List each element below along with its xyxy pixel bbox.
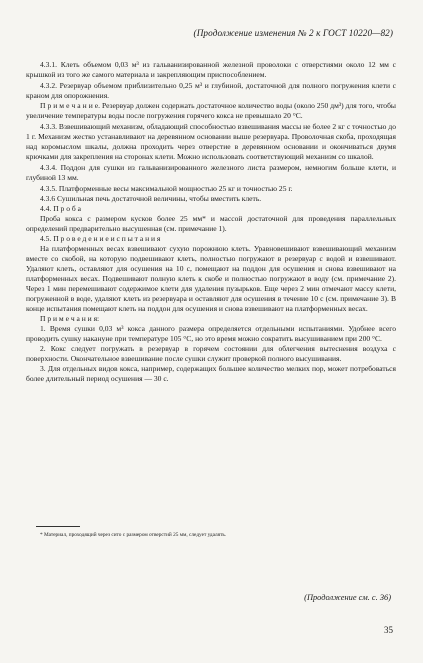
page-number: 35 xyxy=(384,625,393,635)
footnote-divider xyxy=(36,526,80,527)
note-2: 2. Кокс следует погружать в резервуар в горячем состоянии для облегчения вытеснения воздуха с поверхности. Окончательное взвешивание после сушки служит проверкой полного высушивания. xyxy=(26,344,396,364)
paragraph-4-3-3: 4.3.3. Взвешивающий механизм, обладающий способностью взвешивания массы не более 2 кг с точностью до 1 г. Механизм жестко устанавливают на деревянном основании выше резервуара. Проволочная скоба, проходящая над коромыслом шкалы, должна проходить через отверстие в деревянном основании и окончиваться двумя крючками для закрепления на сторонах клети. Можно использовать соответствующий механизм со шкалой. xyxy=(26,122,396,162)
page-header: (Продолжение изменения № 2 к ГОСТ 10220—82) xyxy=(193,28,393,38)
paragraph-procedure: На платформенных весах взвешивают сухую порожнюю клеть. Уравновешивают взвешивающий механизм вместе со скобой, на которую подвешивают клеть, полностью погружают в резервуар с водой и взвешивают. Удаляют клеть, оставляют для осушения на 10 с, помещают на поддон для осушения и снова взвешивают на платформенных весах. Подвешивают полную клеть к скобе и полностью погружают в воду (см. примечание 2). Через 1 мин перемешивают содержимое клети для удаления пузырьков. Еще через 2 мин отмечают массу клети, погруженной в воде, удаляют клеть из резервуара и оставляют для осушения в течение 10 с (см. примечание 3). В конце испытания помещают клеть на поддон для осушения и снова взвешивают на платформенных весах. xyxy=(26,243,396,314)
paragraph-4-3-2: 4.3.2. Резервуар объемом приблизительно 0,25 м³ и глубиной, достаточной для полного погружения клети с краном для опорожнения. xyxy=(26,80,396,100)
note-1: 1. Время сушки 0,03 м³ кокса данного размера определяется отдельными испытаниями. Удобнее всего проводить сушку накануне при температуре 105 °С, но это время можно сократить высушиванием при 200 °С. xyxy=(26,324,396,344)
paragraph-sample: Проба кокса с размером кусков более 25 мм* и массой достаточной для проведения параллельных определений предварительно высушенная (см. примечание 1). xyxy=(26,213,396,233)
continued-note: (Продолжение см. с. 36) xyxy=(304,593,391,602)
paragraph-4-3-1: 4.3.1. Клеть объемом 0,03 м³ из гальванизированной железной проволоки с отверстиями около 12 мм с крышкой из того же самого материала и закрепляющим приспособлением. xyxy=(26,60,396,80)
heading-4-4: 4.4. П р о б а xyxy=(40,203,81,213)
paragraph-4-3-5: 4.3.5. Платформенные весы максимальной мощностью 25 кг и точностью 25 г. xyxy=(40,183,293,193)
footnote: * Материал, проходящий через сито с размером отверстий 25 мм, следует удалять. xyxy=(40,532,227,538)
heading-4-5: 4.5. П р о в е д е н и е и с п ы т а н и я xyxy=(40,233,161,243)
note-reservoir: П р и м е ч а н и е. Резервуар должен содержать достаточное количество воды (около 250 дм³) для того, чтобы увеличение температуры воды после погружения горячего кокса не превышало 20 °С. xyxy=(26,101,396,121)
paragraph-4-3-4: 4.3.4. Поддон для сушки из гальванизированного железного листа размером, немногим больше клети, и глубиной 13 мм. xyxy=(26,162,396,182)
notes-heading: П р и м е ч а н и я: xyxy=(40,314,100,324)
body-text xyxy=(26,60,396,384)
paragraph-4-3-6: 4.3.6 Сушильная печь достаточной величины, чтобы вместить клеть. xyxy=(40,193,262,203)
note-3: 3. Для отдельных видов кокса, например, содержащих большее количество мелких пор, может потребоваться более длительный период осушения — 30 с. xyxy=(26,364,396,384)
